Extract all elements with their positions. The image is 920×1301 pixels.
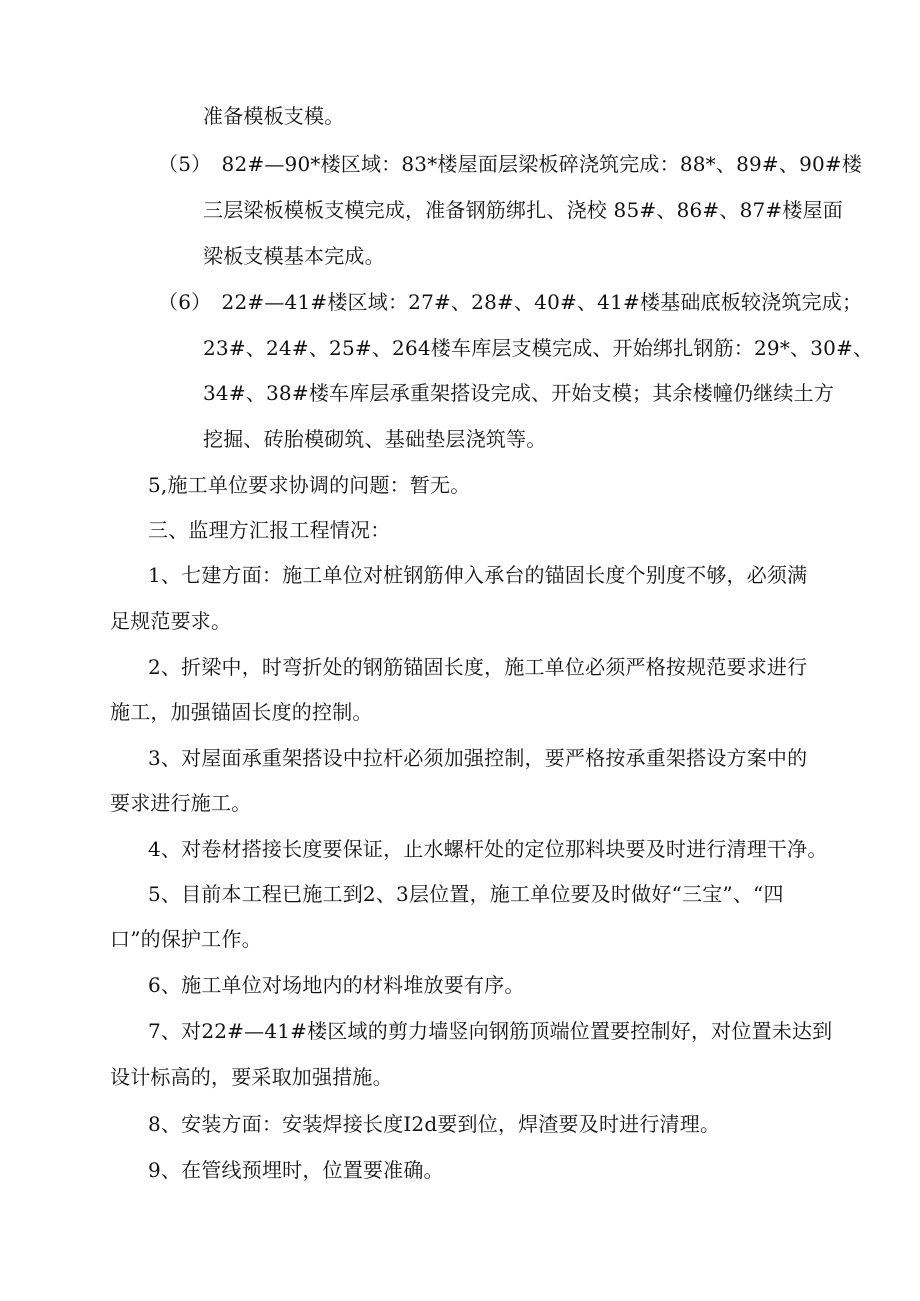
text-line-6: 23#、24#、25#、264楼车库层支模完成、开始绑扎钢筋：29*、30#、: [203, 336, 874, 360]
text-line-22: 设计标高的，要采取加强措施。: [110, 1065, 393, 1089]
text-line-5: （6） 22#—41#楼区域：27#、28#、40#、41#楼基础底板较浇筑完成；: [158, 290, 863, 314]
text-line-19: 口”的保护工作。: [110, 927, 262, 951]
text-line-3: 三层梁板模板支模完成，准备钢筋绑扎、浇校 85#、86#、87#楼屋面: [203, 198, 843, 222]
text-line-15: 3、对屋面承重架搭设中拉杆必须加强控制，要严格按承重架搭设方案中的: [148, 746, 808, 770]
text-line-20: 6、施工单位对场地内的材料堆放要有序。: [148, 973, 525, 997]
text-line-12: 足规范要求。: [110, 609, 232, 633]
text-line-23: 8、安装方面：安装焊接长度I2d要到位，焊渣要及时进行清理。: [148, 1112, 721, 1136]
text-line-24: 9、在管线预埋时，位置要准确。: [148, 1158, 444, 1182]
text-line-18: 5、目前本工程已施工到2、3层位置，施工单位要及时做好“三宝”、“四: [148, 882, 784, 906]
text-line-13: 2、折梁中，时弯折处的钢筋锚固长度，施工单位必须严格按规范要求进行: [148, 655, 808, 679]
text-line-1: 准备模板支模。: [203, 104, 345, 128]
text-line-17: 4、对卷材搭接长度要保证，止水螺杆处的定位那料块要及时进行清理干净。: [148, 837, 828, 861]
text-line-4: 梁板支模基本完成。: [203, 244, 385, 268]
text-line-14: 施工，加强锚固长度的控制。: [110, 700, 373, 724]
text-line-9: 5,施工单位要求协调的问题：暂无。: [148, 473, 471, 497]
text-line-2: （5） 82#—90*楼区域：83*楼屋面层梁板碎浇筑完成：88*、89#、90#楼: [158, 152, 863, 176]
text-line-21: 7、对22#—41#楼区域的剪力墙竖向钢筋顶端位置要控制好，对位置未达到: [148, 1019, 833, 1043]
text-line-10: 三、监理方汇报工程情况：: [148, 518, 391, 542]
text-line-16: 要求进行施工。: [110, 791, 252, 815]
text-line-8: 挖掘、砖胎模砌筑、基础垫层浇筑等。: [203, 427, 547, 451]
text-line-11: 1、七建方面：施工单位对桩钢筋伸入承台的锚固长度个别度不够，必须满: [148, 563, 808, 587]
text-line-7: 34#、38#楼车库层承重架搭设完成、开始支模；其余楼幢仍继续土方: [203, 381, 835, 405]
